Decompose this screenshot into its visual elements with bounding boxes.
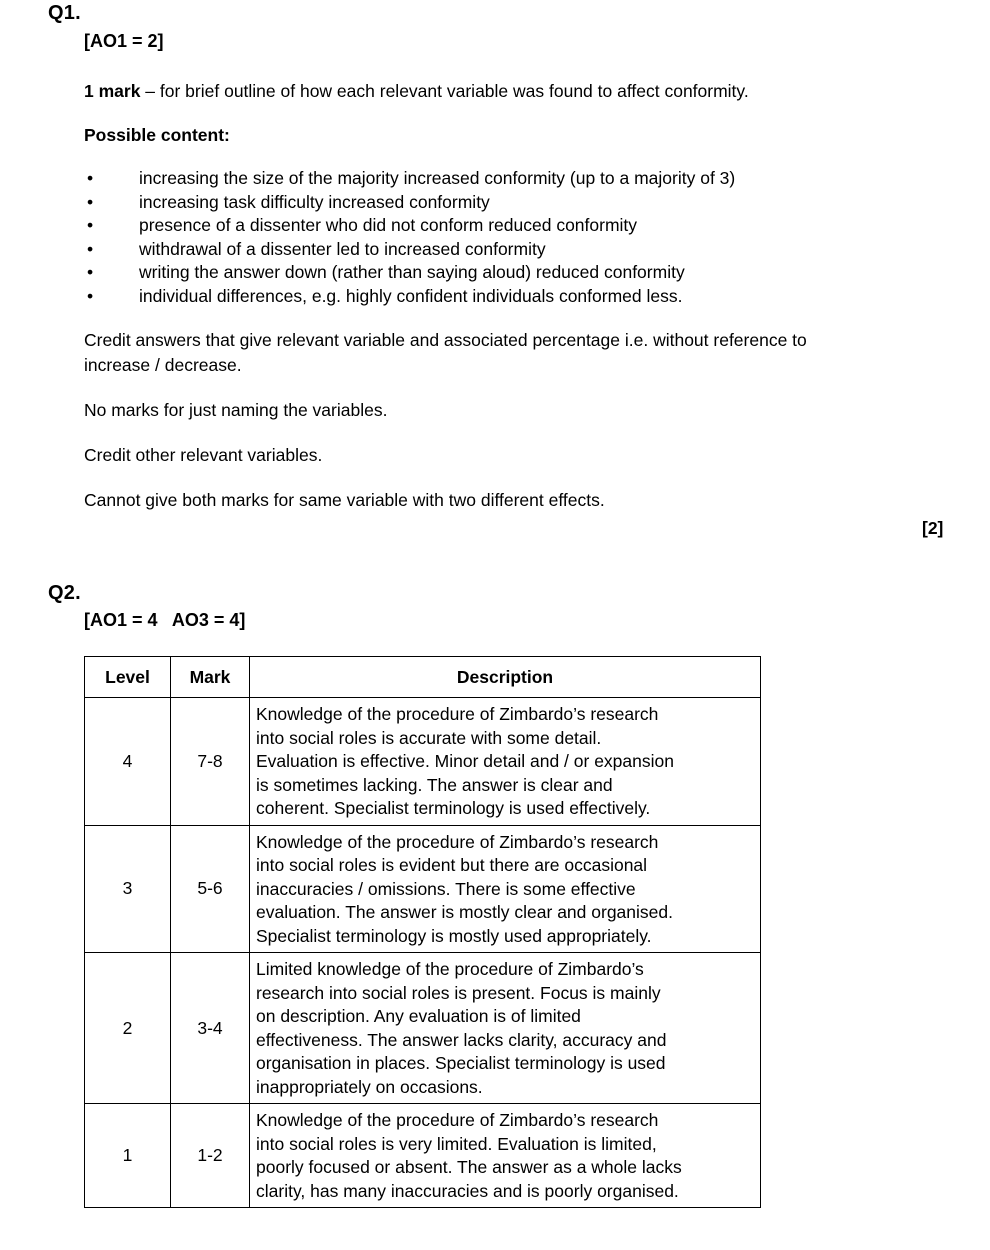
- cell-description: [250, 953, 761, 1104]
- cell-level: 1: [85, 1104, 171, 1208]
- description-line: inaccuracies / omissions. There is some effective: [256, 878, 636, 899]
- table-row: [85, 953, 761, 1104]
- question-1-assessment-objectives: [AO1 = 2]: [84, 31, 164, 51]
- description-line: evaluation. The answer is mostly clear and organised.: [256, 902, 673, 922]
- cell-level: 3: [85, 825, 171, 953]
- list-item-label: increasing task difficulty increased conformity: [139, 191, 490, 212]
- cell-mark: 3-4: [171, 953, 250, 1104]
- description-line: into social roles is evident but there are occasional: [256, 855, 648, 875]
- column-header-description: Description: [250, 657, 761, 698]
- description-line: on description. Any evaluation is of limited: [256, 1006, 581, 1026]
- description-line: effectiveness. The answer lacks clarity, accuracy and: [256, 1029, 667, 1050]
- description-line: Specialist terminology is mostly used appropriately.: [256, 925, 652, 946]
- list-item: [84, 191, 884, 215]
- description-line: into social roles is very limited. Evaluation is limited,: [256, 1133, 657, 1154]
- question-2-label: Q2.: [48, 582, 81, 604]
- question-1-mark-rule: [84, 79, 844, 104]
- bullet-icon: •: [87, 238, 94, 259]
- possible-content-heading: Possible content:: [84, 125, 230, 145]
- column-header-level: Level: [85, 657, 171, 698]
- list-item: [84, 261, 884, 285]
- level-descriptor-table: [84, 656, 761, 1208]
- table-header-row: [85, 657, 761, 698]
- bullet-icon: •: [87, 262, 94, 282]
- list-item-label: presence of a dissenter who did not conform reduced conformity: [139, 215, 638, 235]
- list-item-label: withdrawal of a dissenter led to increased conformity: [139, 238, 546, 259]
- note-credit-percentage: Credit answers that give relevant variable and associated percentage i.e. without reference to increase / decrease.: [84, 330, 807, 375]
- description-line: Knowledge of the procedure of Zimbardo’s research: [256, 704, 659, 724]
- description-line: poorly focused or absent. The answer as a whole lacks: [256, 1157, 682, 1177]
- list-item: [84, 238, 884, 262]
- list-item-label: writing the answer down (rather than saying aloud) reduced conformity: [139, 262, 685, 282]
- note-no-marks-for-naming: No marks for just naming the variables.: [84, 400, 388, 420]
- question-2-assessment-objectives: [AO1 = 4 AO3 = 4]: [84, 610, 246, 630]
- description-line: coherent. Specialist terminology is used effectively.: [256, 798, 651, 818]
- list-item: [84, 214, 884, 238]
- table-row: [85, 1104, 761, 1208]
- description-line: inappropriately on occasions.: [256, 1076, 483, 1097]
- table-row: [85, 698, 761, 826]
- possible-content-list: [84, 167, 884, 308]
- cell-level: 2: [85, 953, 171, 1104]
- list-item: [84, 285, 884, 309]
- description-line: Knowledge of the procedure of Zimbardo’s research: [256, 1110, 659, 1130]
- note-credit-other-variables: Credit other relevant variables.: [84, 445, 323, 465]
- bullet-icon: •: [87, 285, 94, 306]
- bullet-icon: •: [87, 215, 94, 235]
- bullet-icon: •: [87, 168, 94, 188]
- cell-mark: 5-6: [171, 825, 250, 953]
- list-item: [84, 167, 884, 191]
- note-cannot-give-both-marks: Cannot give both marks for same variable with two different effects.: [84, 490, 605, 510]
- description-line: Knowledge of the procedure of Zimbardo’s research: [256, 831, 659, 852]
- question-1-label: Q1.: [48, 2, 81, 24]
- cell-description: [250, 1104, 761, 1208]
- cell-description: [250, 698, 761, 826]
- description-line: Limited knowledge of the procedure of Zimbardo’s: [256, 959, 644, 979]
- description-line: Evaluation is effective. Minor detail and / or expansion: [256, 751, 674, 771]
- description-line: clarity, has many inaccuracies and is poorly organised.: [256, 1180, 679, 1201]
- description-line: is sometimes lacking. The answer is clear and: [256, 774, 613, 795]
- cell-mark: 7-8: [171, 698, 250, 826]
- list-item-label: increasing the size of the majority increased conformity (up to a majority of 3): [139, 168, 736, 188]
- cell-description: [250, 825, 761, 953]
- bullet-icon: •: [87, 191, 94, 212]
- description-line: into social roles is accurate with some detail.: [256, 727, 602, 748]
- table-row: [85, 825, 761, 953]
- description-line: research into social roles is present. Focus is mainly: [256, 982, 661, 1003]
- list-item-label: individual differences, e.g. highly confident individuals conformed less.: [139, 285, 683, 306]
- question-1-total-marks: [2]: [922, 518, 944, 538]
- mark-rule-emphasis: 1 mark: [84, 81, 141, 101]
- mark-rule-text: – for brief outline of how each relevant variable was found to affect conformity.: [140, 81, 749, 101]
- description-line: organisation in places. Specialist terminology is used: [256, 1053, 666, 1073]
- cell-level: 4: [85, 698, 171, 826]
- column-header-mark: Mark: [171, 657, 250, 698]
- cell-mark: 1-2: [171, 1104, 250, 1208]
